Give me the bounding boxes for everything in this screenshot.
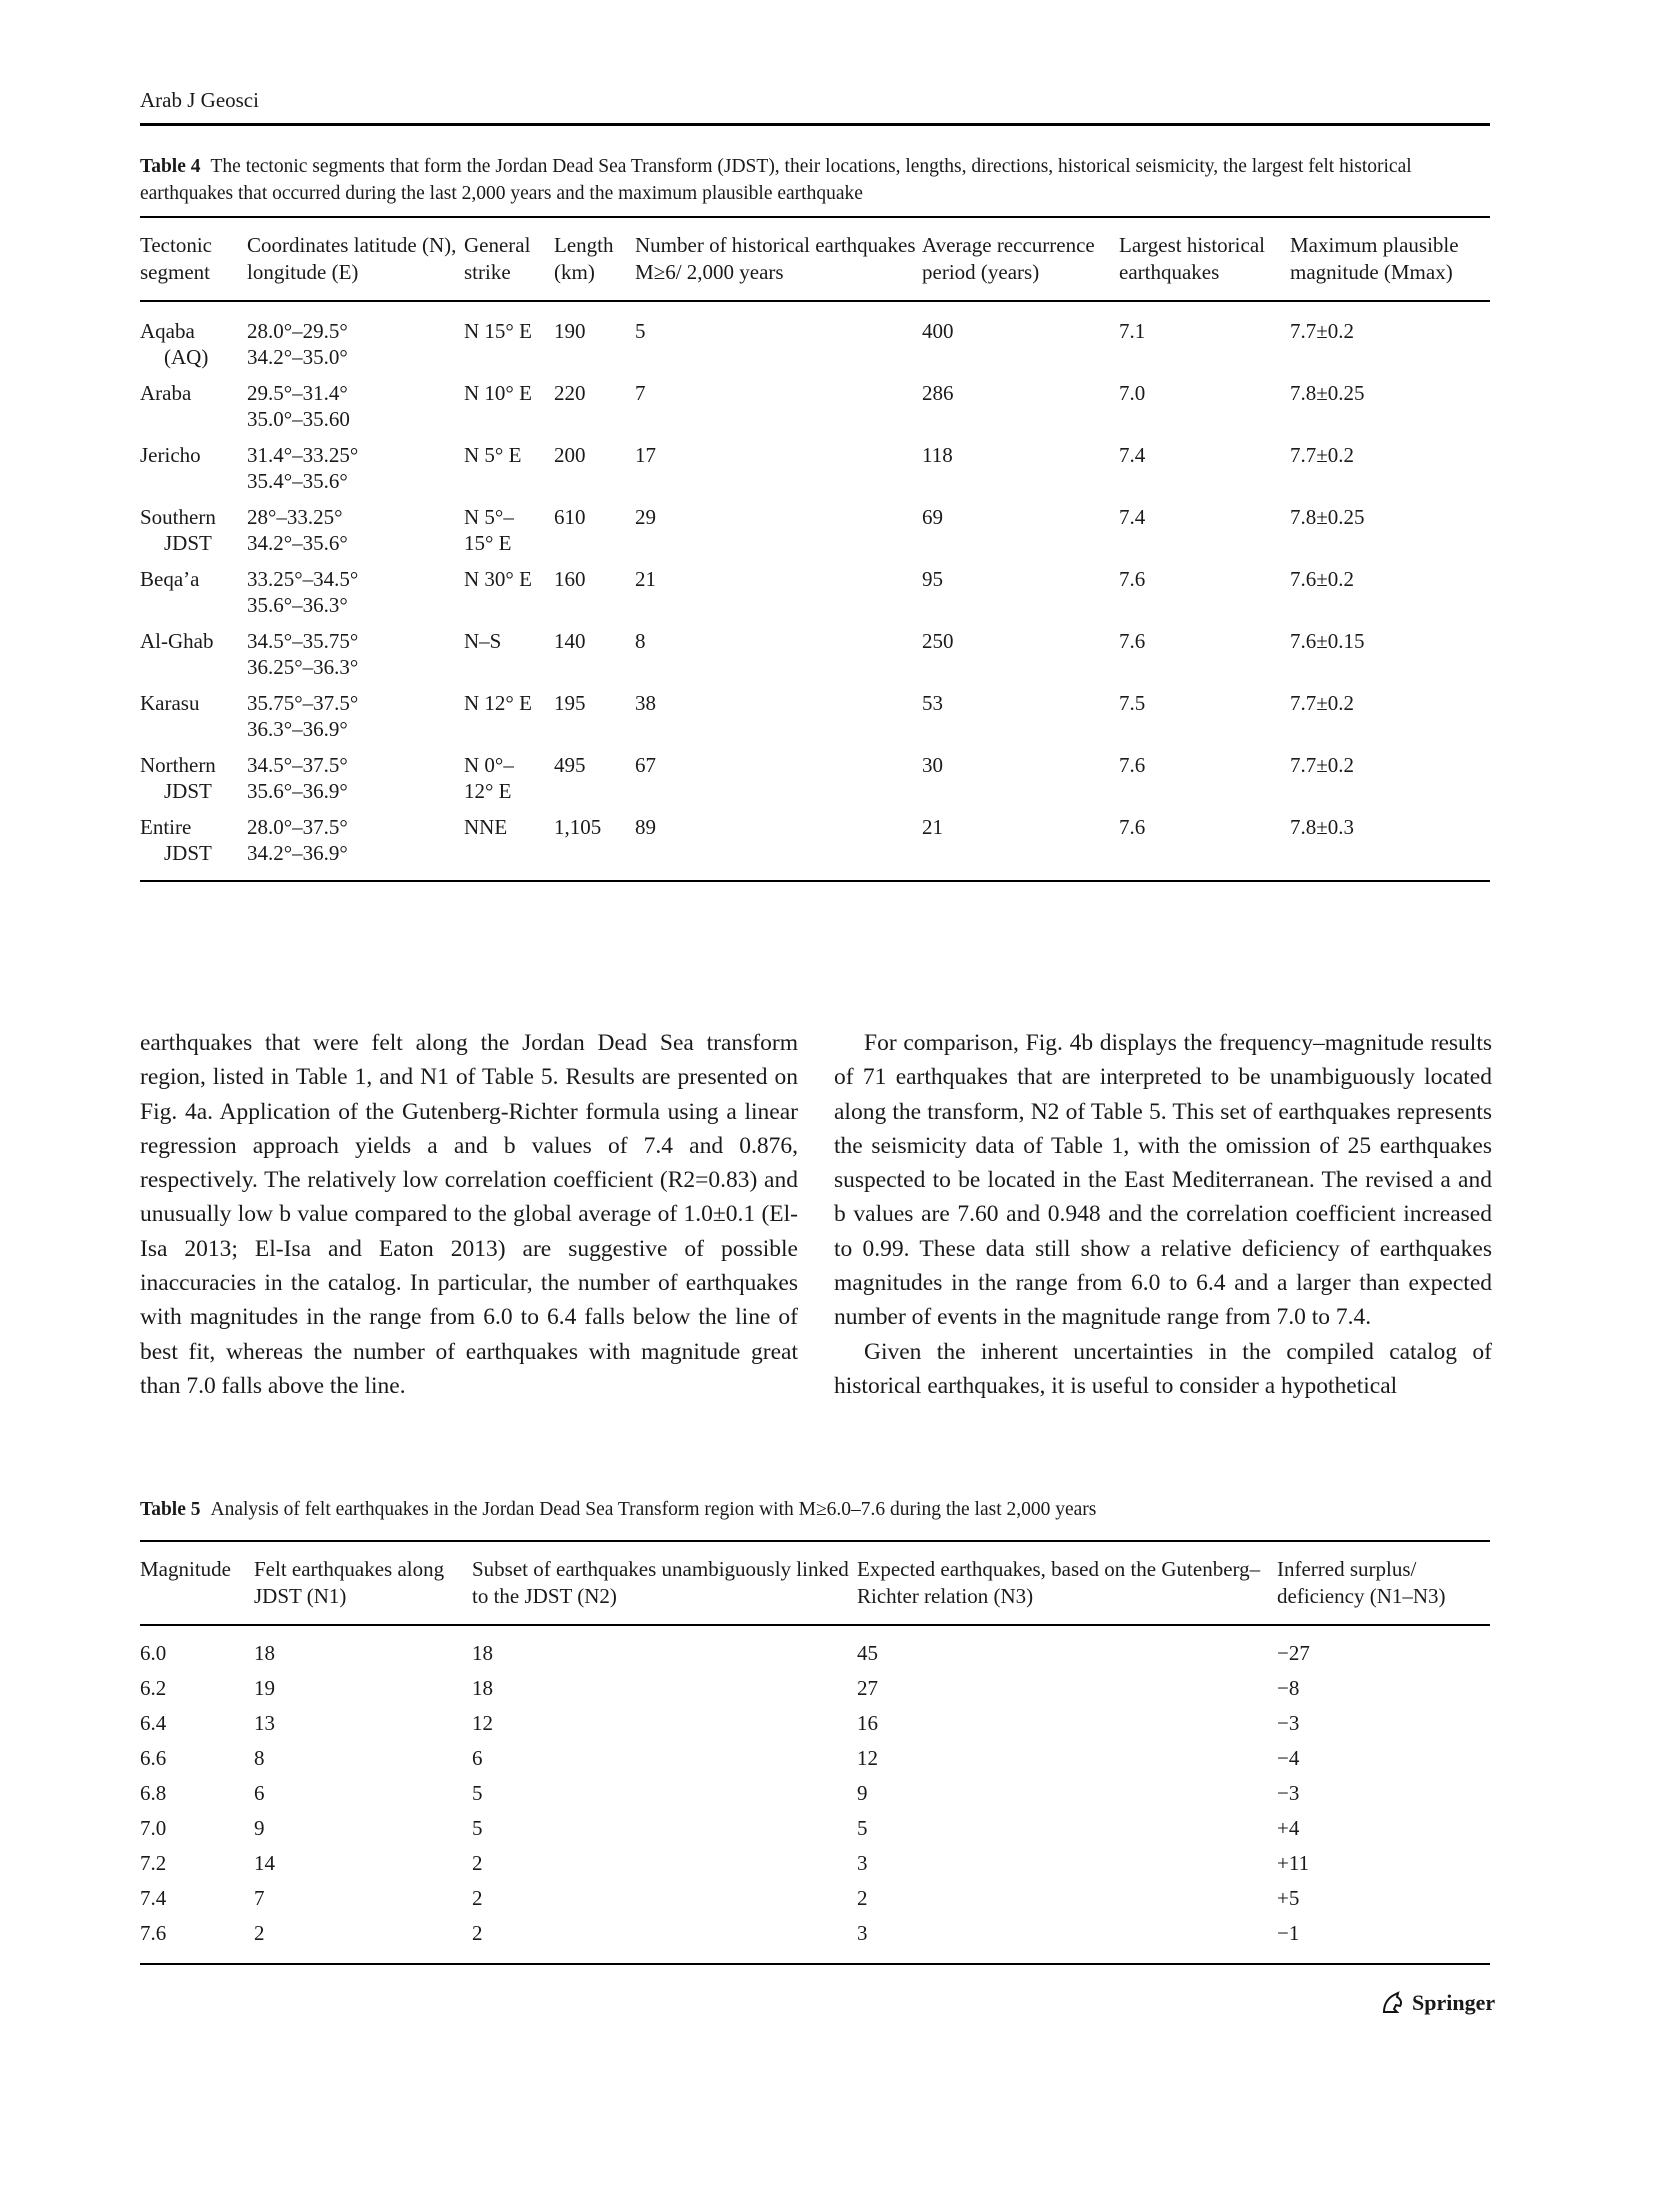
n3-cell: 3 — [857, 1851, 868, 1875]
publisher-name: Springer — [1412, 1990, 1496, 2015]
table5-row — [140, 1881, 1490, 1916]
table4-header: General strike — [464, 233, 531, 284]
latitude: 29.5°–31.4° — [247, 381, 348, 405]
segment-name-line2: JDST — [164, 779, 212, 803]
mmax-cell: 7.7±0.2 — [1290, 443, 1355, 467]
largest-cell: 7.5 — [1119, 691, 1146, 715]
length-cell: 160 — [554, 567, 586, 591]
longitude: 34.2°–36.9° — [247, 841, 348, 865]
latitude: 33.25°–34.5° — [247, 567, 359, 591]
mmax-cell: 7.7±0.2 — [1290, 319, 1355, 343]
count-cell: 8 — [635, 629, 646, 653]
mmax-cell: 7.7±0.2 — [1290, 753, 1355, 777]
table5-row — [140, 1811, 1490, 1846]
segment-name: Araba — [140, 381, 192, 405]
largest-cell: 7.6 — [1119, 629, 1146, 653]
table5-header: Felt earthquakes along JDST (N1) — [254, 1557, 445, 1608]
period-cell: 95 — [922, 567, 943, 591]
strike-cell: NNE — [464, 815, 508, 839]
n3-cell: 12 — [857, 1746, 878, 1770]
n2-cell: 18 — [472, 1676, 493, 1700]
count-cell: 17 — [635, 443, 656, 467]
latitude: 35.75°–37.5° — [247, 691, 359, 715]
body-right-column — [834, 1026, 1492, 1403]
coordinates-cell — [247, 380, 464, 442]
n2-cell: 2 — [472, 1886, 483, 1910]
magnitude-cell: 6.4 — [140, 1711, 167, 1735]
surplus-cell: −3 — [1277, 1781, 1300, 1805]
period-cell: 118 — [922, 443, 953, 467]
largest-cell: 7.4 — [1119, 443, 1146, 467]
count-cell: 38 — [635, 691, 656, 715]
coordinates-cell — [247, 752, 464, 814]
n3-cell: 16 — [857, 1711, 878, 1735]
latitude: 28°–33.25° — [247, 505, 343, 529]
n1-cell: 7 — [254, 1886, 265, 1910]
count-cell: 5 — [635, 319, 646, 343]
table4-row — [140, 628, 1490, 690]
n1-cell: 13 — [254, 1711, 275, 1735]
n1-cell: 14 — [254, 1851, 275, 1875]
table4-row — [140, 752, 1490, 814]
segment-name-line2: JDST — [164, 531, 212, 555]
n1-cell: 6 — [254, 1781, 265, 1805]
n2-cell: 5 — [472, 1781, 483, 1805]
coordinates-cell — [247, 566, 464, 628]
header-rule — [140, 123, 1490, 126]
coordinates-cell — [247, 504, 464, 566]
segment-name: Northern — [140, 753, 216, 777]
table4-row — [140, 566, 1490, 628]
largest-cell: 7.6 — [1119, 567, 1146, 591]
coordinates-cell — [247, 814, 464, 881]
count-cell: 29 — [635, 505, 656, 529]
strike-cell: N 12° E — [464, 691, 532, 715]
period-cell: 400 — [922, 319, 954, 343]
segment-name: Southern — [140, 505, 216, 529]
strike-cell: N–S — [464, 629, 502, 653]
segment-cell — [140, 442, 247, 504]
period-cell: 53 — [922, 691, 943, 715]
n2-cell: 2 — [472, 1921, 483, 1945]
table4-header: Largest historical earthquakes — [1119, 233, 1265, 284]
body-paragraph: Given the inherent uncertainties in the compiled catalog of historical earthquakes, it is useful to consider a hypothetical — [834, 1338, 1492, 1399]
count-cell: 67 — [635, 753, 656, 777]
segment-cell — [140, 566, 247, 628]
magnitude-cell: 7.4 — [140, 1886, 167, 1910]
strike-cell: N 5° E — [464, 443, 522, 467]
count-cell: 89 — [635, 815, 656, 839]
table4-header: Tectonic segment — [140, 233, 212, 284]
segment-name: Entire — [140, 815, 192, 839]
table4-header: Coordinates latitude (N), longitude (E) — [247, 233, 457, 284]
n3-cell: 3 — [857, 1921, 868, 1945]
n1-cell: 9 — [254, 1816, 265, 1840]
magnitude-cell: 6.8 — [140, 1781, 167, 1805]
table5-row — [140, 1776, 1490, 1811]
table4-header: Length (km) — [554, 233, 614, 284]
table5-row — [140, 1741, 1490, 1776]
surplus-cell: +11 — [1277, 1851, 1310, 1875]
magnitude-cell: 7.0 — [140, 1816, 167, 1840]
table4-row — [140, 442, 1490, 504]
longitude: 34.2°–35.6° — [247, 531, 348, 555]
strike-cell: N 15° E — [464, 319, 532, 343]
table4-row — [140, 301, 1490, 380]
table4-header: Maximum plausible magnitude (Mmax) — [1290, 233, 1459, 284]
n2-cell: 2 — [472, 1851, 483, 1875]
latitude: 28.0°–29.5° — [247, 319, 348, 343]
body-paragraph: For comparison, Fig. 4b displays the frequency–magnitude results of 71 earthquakes that are interpreted to be unambiguously located along the transform, N2 of Table 5. This set of earthquakes represents the seismicity data of Table 1, with the omission of 25 earthquakes suspected to be located in the East Mediterranean. The revised a and b values are 7.60 and 0.948 and the correlation coefficient increased to 0.99. These data still show a relative deficiency of earthquakes magnitudes in the range from 6.0 to 6.4 and a larger than expected number of events in the magnitude range from 7.0 to 7.4. — [834, 1030, 1492, 1331]
n1-cell: 8 — [254, 1746, 265, 1770]
n1-cell: 2 — [254, 1921, 265, 1945]
springer-horse-icon — [1380, 1990, 1406, 2016]
latitude: 34.5°–35.75° — [247, 629, 359, 653]
table5-row — [140, 1671, 1490, 1706]
table4-header-row — [140, 217, 1490, 301]
table4-caption-text: The tectonic segments that form the Jordan Dead Sea Transform (JDST), their locations, lengths, directions, historical seismicity, the largest felt historical earthquakes that occurred during the last 2,000 years and the maximum plausible earthquake — [140, 156, 1412, 204]
longitude: 35.6°–36.9° — [247, 779, 348, 803]
table5-row — [140, 1916, 1490, 1964]
period-cell: 69 — [922, 505, 943, 529]
strike-cell: N 0°– 12° E — [464, 753, 514, 803]
mmax-cell: 7.7±0.2 — [1290, 691, 1355, 715]
strike-cell: N 10° E — [464, 381, 532, 405]
magnitude-cell: 7.6 — [140, 1921, 167, 1945]
magnitude-cell: 6.6 — [140, 1746, 167, 1770]
segment-cell — [140, 380, 247, 442]
surplus-cell: −27 — [1277, 1641, 1310, 1665]
strike-cell: N 30° E — [464, 567, 532, 591]
length-cell: 140 — [554, 629, 586, 653]
segment-cell — [140, 814, 247, 881]
largest-cell: 7.1 — [1119, 319, 1146, 343]
length-cell: 1,105 — [554, 815, 602, 839]
longitude: 36.3°–36.9° — [247, 717, 348, 741]
segment-name-line2: JDST — [164, 841, 212, 865]
n2-cell: 18 — [472, 1641, 493, 1665]
longitude: 36.25°–36.3° — [247, 655, 359, 679]
segment-name: Beqa’a — [140, 567, 200, 591]
coordinates-cell — [247, 628, 464, 690]
table5-header: Magnitude — [140, 1557, 231, 1581]
segment-name-line2: (AQ) — [164, 345, 209, 369]
surplus-cell: −3 — [1277, 1711, 1300, 1735]
surplus-cell: −1 — [1277, 1921, 1300, 1945]
journal-name: Arab J Geosci — [140, 88, 259, 112]
largest-cell: 7.4 — [1119, 505, 1146, 529]
coordinates-cell — [247, 442, 464, 504]
segment-cell — [140, 504, 247, 566]
surplus-cell: +4 — [1277, 1816, 1300, 1840]
table5-header-row — [140, 1541, 1490, 1625]
segment-cell — [140, 752, 247, 814]
longitude: 35.0°–35.60 — [247, 407, 350, 431]
table5-row — [140, 1846, 1490, 1881]
surplus-cell: −8 — [1277, 1676, 1300, 1700]
mmax-cell: 7.8±0.3 — [1290, 815, 1355, 839]
table4 — [140, 216, 1490, 882]
strike-cell: N 5°– 15° E — [464, 505, 514, 555]
magnitude-cell: 6.2 — [140, 1676, 167, 1700]
table5 — [140, 1540, 1490, 1965]
body-left-column — [140, 1026, 798, 1403]
mmax-cell: 7.6±0.15 — [1290, 629, 1365, 653]
n3-cell: 5 — [857, 1816, 868, 1840]
longitude: 35.4°–35.6° — [247, 469, 348, 493]
period-cell: 21 — [922, 815, 943, 839]
surplus-cell: −4 — [1277, 1746, 1300, 1770]
latitude: 28.0°–37.5° — [247, 815, 348, 839]
segment-cell — [140, 690, 247, 752]
period-cell: 286 — [922, 381, 954, 405]
segment-name: Karasu — [140, 691, 200, 715]
segment-cell — [140, 628, 247, 690]
period-cell: 30 — [922, 753, 943, 777]
n3-cell: 45 — [857, 1641, 878, 1665]
length-cell: 220 — [554, 381, 586, 405]
n2-cell: 5 — [472, 1816, 483, 1840]
table5-row — [140, 1706, 1490, 1741]
magnitude-cell: 7.2 — [140, 1851, 167, 1875]
largest-cell: 7.6 — [1119, 753, 1146, 777]
table4-row — [140, 504, 1490, 566]
mmax-cell: 7.8±0.25 — [1290, 505, 1365, 529]
n3-cell: 2 — [857, 1886, 868, 1910]
longitude: 35.6°–36.3° — [247, 593, 348, 617]
table5-header: Subset of earthquakes unambiguously linked to the JDST (N2) — [472, 1557, 849, 1608]
segment-name: Jericho — [140, 443, 201, 467]
length-cell: 200 — [554, 443, 586, 467]
table4-row — [140, 380, 1490, 442]
mmax-cell: 7.8±0.25 — [1290, 381, 1365, 405]
table5-header: Inferred surplus/ deficiency (N1–N3) — [1277, 1557, 1446, 1608]
table5-row — [140, 1625, 1490, 1671]
table4-row — [140, 814, 1490, 881]
table4-header: Average reccurrence period (years) — [922, 233, 1095, 284]
coordinates-cell — [247, 301, 464, 380]
length-cell: 495 — [554, 753, 586, 777]
table4-header: Number of historical earthquakes M≥6/ 2,000 years — [635, 233, 916, 284]
n1-cell: 18 — [254, 1641, 275, 1665]
longitude: 34.2°–35.0° — [247, 345, 348, 369]
n1-cell: 19 — [254, 1676, 275, 1700]
segment-name: Aqaba — [140, 319, 195, 343]
table4-label: Table 4 — [140, 156, 201, 177]
table5-caption — [140, 1496, 1490, 1523]
segment-name: Al-Ghab — [140, 629, 214, 653]
n3-cell: 9 — [857, 1781, 868, 1805]
surplus-cell: +5 — [1277, 1886, 1300, 1910]
table4-row — [140, 690, 1490, 752]
table5-label: Table 5 — [140, 1499, 201, 1520]
magnitude-cell: 6.0 — [140, 1641, 167, 1665]
n2-cell: 12 — [472, 1711, 493, 1735]
n3-cell: 27 — [857, 1676, 878, 1700]
latitude: 34.5°–37.5° — [247, 753, 348, 777]
period-cell: 250 — [922, 629, 954, 653]
table4-caption — [140, 153, 1490, 207]
largest-cell: 7.0 — [1119, 381, 1146, 405]
length-cell: 610 — [554, 505, 586, 529]
segment-cell — [140, 301, 247, 380]
coordinates-cell — [247, 690, 464, 752]
n2-cell: 6 — [472, 1746, 483, 1770]
length-cell: 195 — [554, 691, 586, 715]
length-cell: 190 — [554, 319, 586, 343]
largest-cell: 7.6 — [1119, 815, 1146, 839]
count-cell: 7 — [635, 381, 646, 405]
body-paragraph: earthquakes that were felt along the Jordan Dead Sea transform region, listed in Table 1, and N1 of Table 5. Results are presented on Fig. 4a. Application of the Gutenberg-Richter formula using a linear regression approach yields a and b values of 7.4 and 0.876, respectively. The relatively low correlation coefficient (R2=0.83) and unusually low b value compared to the global average of 1.0±0.1 (El-Isa 2013; El-Isa and Eaton 2013) are suggestive of possible inaccuracies in the catalog. In particular, the number of earthquakes with magnitudes in the range from 6.0 to 6.4 falls below the line of best fit, whereas the number of earthquakes with magnitude great than 7.0 falls above the line. — [140, 1030, 798, 1399]
latitude: 31.4°–33.25° — [247, 443, 359, 467]
table5-caption-text: Analysis of felt earthquakes in the Jordan Dead Sea Transform region with M≥6.0–7.6 during the last 2,000 years — [210, 1499, 1097, 1520]
publisher-logo — [1380, 1990, 1495, 2016]
table5-header: Expected earthquakes, based on the Gutenberg–Richter relation (N3) — [857, 1557, 1261, 1608]
mmax-cell: 7.6±0.2 — [1290, 567, 1355, 591]
count-cell: 21 — [635, 567, 656, 591]
